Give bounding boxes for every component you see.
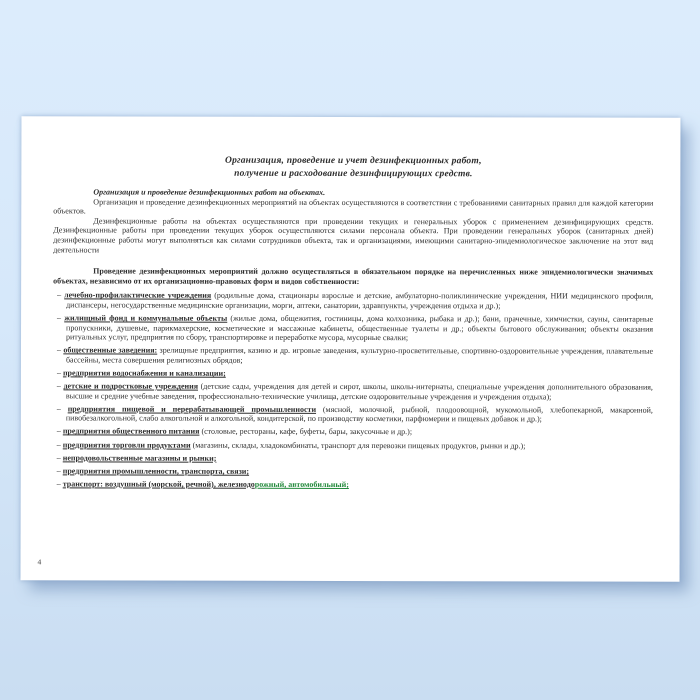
list-item — [57, 440, 653, 451]
list-item-lead: непродовольственные магазины и рынки; — [62, 453, 217, 463]
list-item-dash: – — [56, 368, 63, 378]
document-title-line1: Организация, проведение и учет дезинфекционных работ, — [225, 155, 482, 167]
list-item-lead: предприятия пищевой и перерабатывающей промышленности — [67, 404, 317, 414]
list-item-lead: общественные заведения: — [63, 345, 158, 355]
list-item-dash: – — [57, 290, 65, 300]
list-item-text: (родильные дома, стационары взрослые и детские, амбулаторно-поликлинические учреждения, НИИ медицинского профиля, диспансеры, негосударственные медицинские организации, морги, аптеки, санатории, здравпункты, учреждения отдыха и др.); — [66, 291, 654, 311]
list-item-dash: – — [56, 404, 68, 414]
page-number: 4 — [37, 557, 42, 567]
list-item — [57, 404, 653, 424]
list-item — [57, 427, 653, 438]
list-item-text: (магазины, склады, хладокомбинаты, транспорт для перевозки пищевых продуктов, рынки и др.); — [190, 440, 526, 450]
list-item — [57, 291, 653, 311]
list-item-dash: – — [56, 453, 63, 463]
list-item-lead: лечебно-профилактические учреждения — [64, 290, 212, 301]
list-item-lead: предприятия промышленности, транспорта, связи; — [62, 466, 250, 476]
list-item — [57, 346, 653, 366]
list-item — [57, 466, 653, 477]
list-item — [57, 479, 653, 490]
list-item-lead: предприятия торговли продуктами — [62, 439, 191, 450]
list-item-text: (столовые, рестораны, кафе, буфеты, бары, закусочные и др.); — [199, 427, 413, 437]
list-item — [57, 453, 653, 464]
list-item-text: зрелищные предприятия, казино и др. игровые заведения, культурно-просветительные, спортивно-оздоровительные учреждения, плавательные бассейны, места совершения религиозных обрядов; — [65, 345, 654, 365]
list-item — [57, 313, 653, 343]
section-heading: Организация и проведение дезинфекционных работ на объектах. — [93, 187, 326, 197]
list-item-lead: транспорт: воздушный (морской, речной), железнодо — [62, 479, 255, 489]
document-page — [21, 116, 681, 581]
list-item-dash: – — [57, 313, 65, 323]
list-item-dash: – — [56, 426, 63, 436]
list-item — [57, 368, 653, 379]
list-item-text: (мясной, молочной, рыбной, плодоовощной, мукомольной, хлебопекарной, макаронной, пивобезалкогольной, слабо алкогольной и алкогольной, кондитерской, по производству косметики, парфюмерии и пищевых добавок и др.); — [65, 404, 653, 424]
list-item-lead: жилищный фонд и коммунальные объекты — [64, 313, 228, 323]
paragraph-works: Дезинфекционные работы на объектах осуществляются при проведении текущих и генеральных уборок с применением дезинфицирующих средств. Дезинфекционные работы при проведении текущих уборок осуществляются силами персонала объекта. При проведении генеральных уборок (санитарных дней) дезинфекционные работы могут выполняться как силами сотрудников объекта, так и организациями, имеющими санитарно-эпидемиологическое заключение на этот вид деятельности — [53, 216, 654, 255]
list-item-lead: предприятия водоснабжения и канализации; — [62, 368, 226, 378]
epidemic-objects-list — [53, 291, 653, 490]
mandatory-note: Проведение дезинфекционных мероприятий должно осуществляться в обязательном порядке на перечисленных ниже эпидемиологически значимых объектах, независимо от их организационно-правовых форм и видов собственности: — [53, 266, 654, 286]
list-item-dash: – — [56, 439, 63, 449]
list-item-dash: – — [56, 479, 63, 489]
list-item-lead: предприятия общественного питания — [62, 426, 200, 437]
list-item-text: (жилые дома, общежития, гостиницы, дома колхозника, рыбака и др.); бани, прачечные, химчистки, сауны, санитарные пропускники, душевые, парикмахерские, косметические и массажные кабинеты, общественные туалеты и др.; объекты бытового обслуживания; объекты оказания ритуальных услуг, предприятия по сбору, транспортировке и переработке мусора, мусорные свалки; — [66, 313, 654, 343]
list-item — [57, 381, 653, 401]
list-item-dash: – — [56, 466, 63, 476]
list-item-text: (детские сады, учреждения для детей и сирот, школы, школы-интернаты, специальные учреждения дополнительного образования, высшие и средние учебные заведения, профессионально-технические училища, детские оздоровительные учреждения и учреждения отдыха); — [65, 381, 653, 402]
list-item-dash: – — [56, 345, 64, 355]
paragraph-organization: Организация и проведение дезинфекционных мероприятий на объектах осуществляются в соответствии с требованиями санитарных правил для каждой категории объектов. — [53, 197, 654, 216]
list-item-dash: – — [56, 381, 64, 391]
document-title — [53, 154, 653, 180]
list-item-lead-green: рожный, автомобильный; — [254, 479, 349, 489]
list-item-lead: детские и подростковые учреждения — [63, 381, 199, 391]
document-title-line2: получение и расходование дезинфицирующих средств. — [234, 168, 473, 179]
